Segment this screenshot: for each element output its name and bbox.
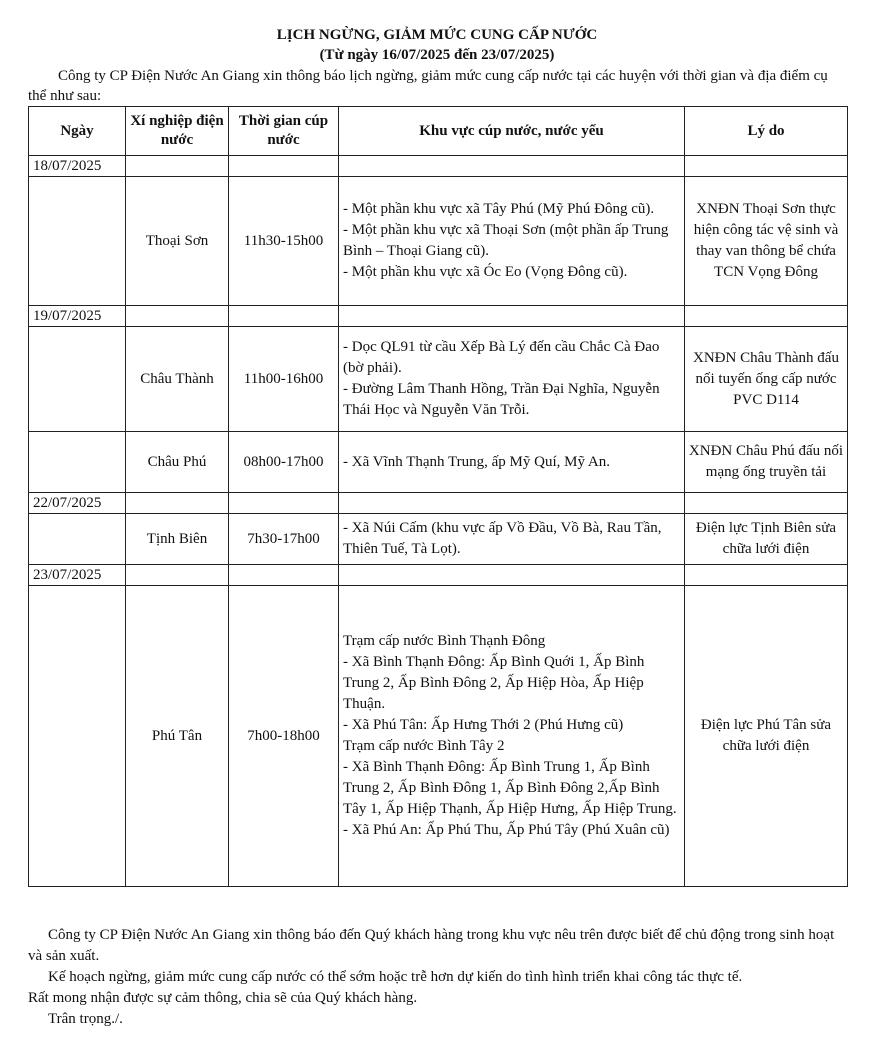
date-cell: 19/07/2025 xyxy=(29,306,126,327)
closing-paragraph: Kế hoạch ngừng, giảm mức cung cấp nước có thể sớm hoặc trễ hơn dự kiến do tình hình triển khai công tác thực tế. xyxy=(48,969,743,985)
area-line: - Xã Vĩnh Thạnh Trung, ấp Mỹ Quí, Mỹ An. xyxy=(343,453,610,470)
area-line: - Xã Phú Tân: Ấp Hưng Thới 2 (Phú Hưng cũ) xyxy=(343,717,624,733)
date-cell: 18/07/2025 xyxy=(29,156,126,177)
area-line: - Xã Bình Thạnh Đông: Ấp Bình Quới 1, Ấp Bình Trung 2, Ấp Bình Đông 2, Ấp Hiệp Hòa, Ấp Hiệp Thuận. xyxy=(343,654,645,712)
enterprise-cell: Châu Phú xyxy=(126,432,229,493)
enterprise-cell: Châu Thành xyxy=(126,327,229,432)
header-area: Khu vực cúp nước, nước yếu xyxy=(339,107,685,156)
enterprise-cell: Phú Tân xyxy=(126,586,229,887)
time-cell: 7h00-18h00 xyxy=(229,586,339,887)
table-row xyxy=(29,586,848,887)
area-cell xyxy=(339,327,685,432)
date-row xyxy=(29,156,848,177)
area-line: - Một phần khu vực xã Óc Eo (Vọng Đông cũ). xyxy=(343,264,628,280)
table-row xyxy=(29,514,848,565)
page-subtitle: (Từ ngày 16/07/2025 đến 23/07/2025) xyxy=(319,47,555,63)
date-row xyxy=(29,565,848,586)
header-enterprise: Xí nghiệp điện nước xyxy=(126,107,229,156)
area-line: - Xã Núi Cấm (khu vực ấp Vồ Đầu, Vồ Bà, Rau Tần, Thiên Tuế, Tà Lọt). xyxy=(343,520,662,557)
area-line: Trạm cấp nước Bình Thạnh Đông xyxy=(343,633,546,649)
area-line: - Dọc QL91 từ cầu Xếp Bà Lý đến cầu Chắc Cà Đao (bờ phải). xyxy=(343,339,660,376)
enterprise-cell: Thoại Sơn xyxy=(126,177,229,306)
reason-cell: XNĐN Châu Phú đấu nối mạng ống truyền tải xyxy=(685,432,848,493)
area-line: - Một phần khu vực xã Thoại Sơn (một phần ấp Trung Bình – Thoại Giang cũ). xyxy=(343,222,669,259)
area-cell xyxy=(339,586,685,887)
page-title: LỊCH NGỪNG, GIẢM MỨC CUNG CẤP NƯỚC xyxy=(276,27,598,43)
intro-paragraph: Công ty CP Điện Nước An Giang xin thông báo lịch ngừng, giảm mức cung cấp nước tại các huyện với thời gian và địa điểm cụ thể như sau: xyxy=(28,68,828,104)
header-date: Ngày xyxy=(29,107,126,156)
schedule-table xyxy=(28,106,848,887)
closing-paragraph: Rất mong nhận được sự cảm thông, chia sẽ của Quý khách hàng. xyxy=(28,990,418,1006)
area-line: - Một phần khu vực xã Tây Phú (Mỹ Phú Đông cũ). xyxy=(343,201,655,217)
time-cell: 08h00-17h00 xyxy=(229,432,339,493)
area-cell xyxy=(339,514,685,565)
area-cell xyxy=(339,177,685,306)
reason-cell: XNĐN Thoại Sơn thực hiện công tác vệ sinh và thay van thông bể chứa TCN Vọng Đông xyxy=(685,177,848,306)
enterprise-cell: Tịnh Biên xyxy=(126,514,229,565)
date-row xyxy=(29,306,848,327)
area-line: - Xã Phú An: Ấp Phú Thu, Ấp Phú Tây (Phú Xuân cũ) xyxy=(343,822,670,838)
area-line: - Xã Bình Thạnh Đông: Ấp Bình Trung 1, Ấp Bình Trung 2, Ấp Bình Đông 1, Ấp Bình Đông 2,Ấp Bình Tây 1, Ấp Hiệp Thạnh, Ấp Hiệp Hưng, Ấp Hiệp Trung. xyxy=(343,759,677,817)
reason-cell: XNĐN Châu Thành đấu nối tuyến ống cấp nước PVC D114 xyxy=(685,327,848,432)
reason-cell: Điện lực Tịnh Biên sửa chữa lưới điện xyxy=(685,514,848,565)
table-row xyxy=(29,327,848,432)
closing-paragraph: Công ty CP Điện Nước An Giang xin thông báo đến Quý khách hàng trong khu vực nêu trên được biết để chủ động trong sinh hoạt và sản xuất. xyxy=(28,927,835,964)
area-line: Trạm cấp nước Bình Tây 2 xyxy=(343,738,505,754)
date-row xyxy=(29,493,848,514)
schedule-body xyxy=(29,156,848,887)
time-cell: 11h30-15h00 xyxy=(229,177,339,306)
reason-cell: Điện lực Phú Tân sửa chữa lưới điện xyxy=(685,586,848,887)
time-cell: 11h00-16h00 xyxy=(229,327,339,432)
time-cell: 7h30-17h00 xyxy=(229,514,339,565)
date-cell: 22/07/2025 xyxy=(29,493,126,514)
area-cell xyxy=(339,432,685,493)
date-cell: 23/07/2025 xyxy=(29,565,126,586)
header-reason: Lý do xyxy=(685,107,848,156)
table-header-row xyxy=(29,107,848,156)
area-line: - Đường Lâm Thanh Hồng, Trần Đại Nghĩa, Nguyễn Thái Học và Nguyễn Văn Trỗi. xyxy=(343,381,660,418)
table-row xyxy=(29,177,848,306)
table-row xyxy=(29,432,848,493)
header-time: Thời gian cúp nước xyxy=(229,107,339,156)
closing-regards: Trân trọng./. xyxy=(48,1011,123,1027)
closing-section xyxy=(28,925,846,1030)
